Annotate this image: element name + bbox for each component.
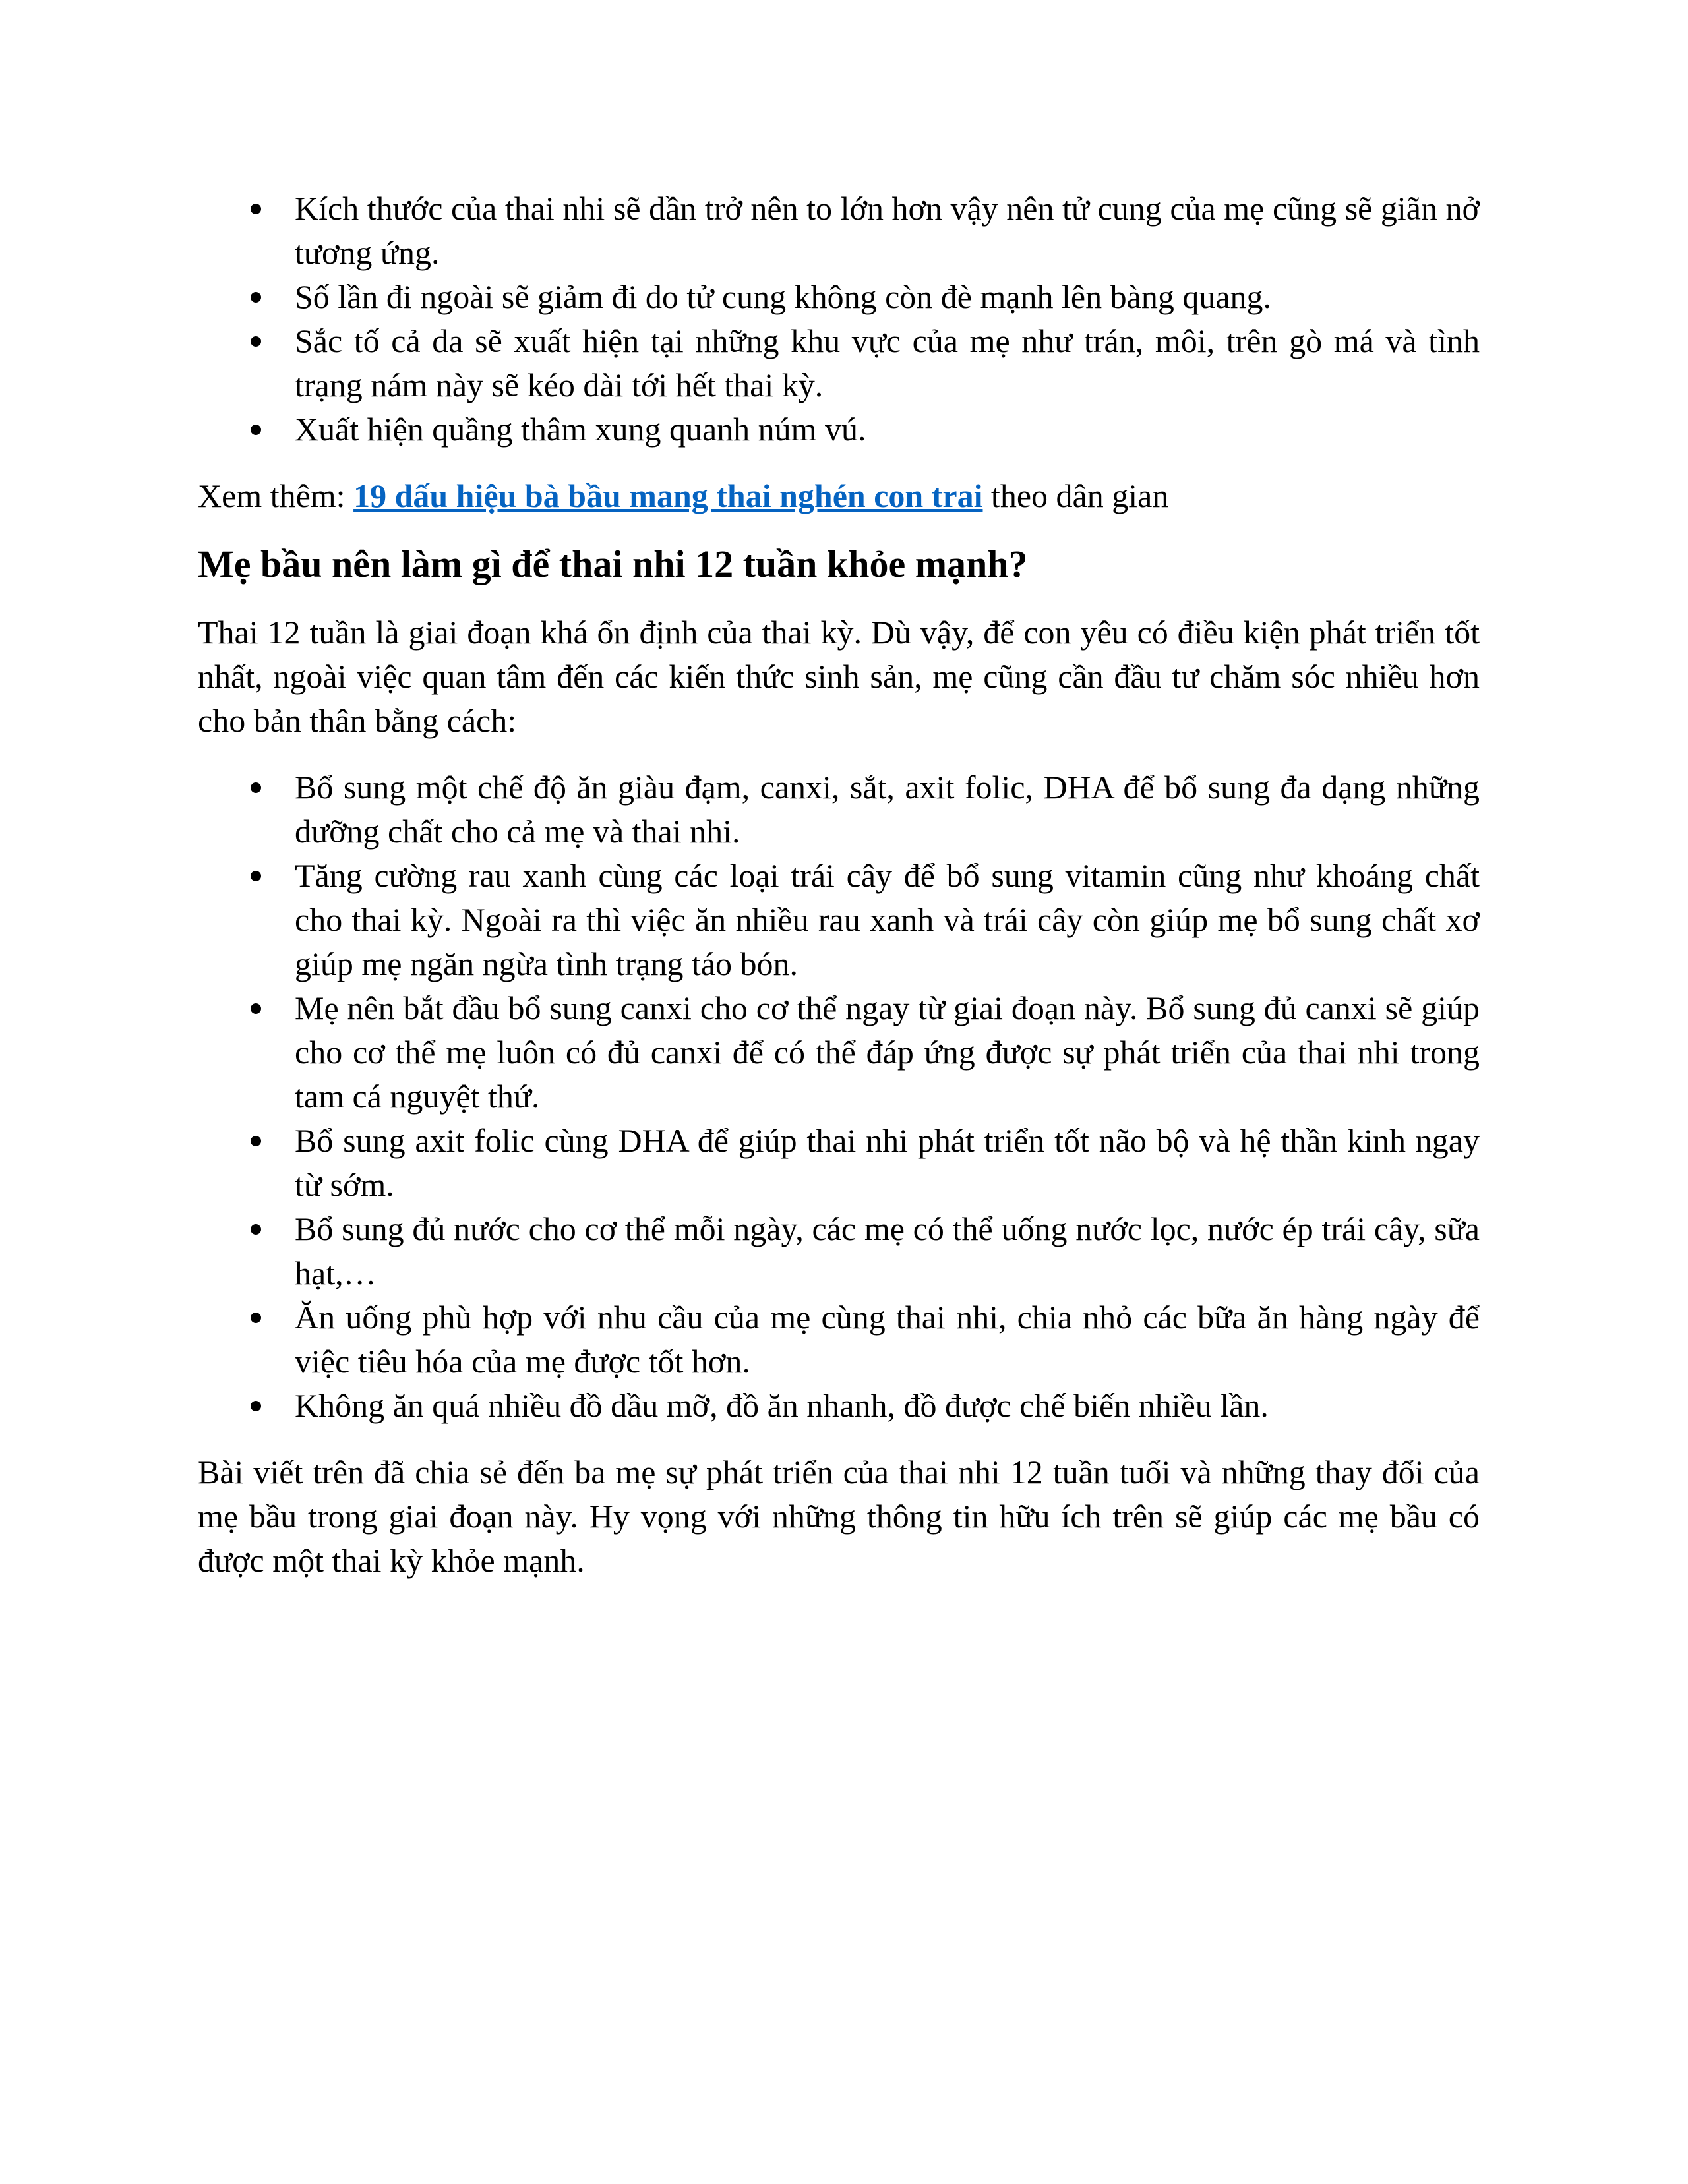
list-item-text: Bổ sung axit folic cùng DHA để giúp thai nhi phát triển tốt não bộ và hệ thần kinh ngay từ sớm.: [295, 1122, 1480, 1203]
list-item-text: Bổ sung một chế độ ăn giàu đạm, canxi, sắt, axit folic, DHA để bổ sung đa dạng những dưỡng chất cho cả mẹ và thai nhi.: [295, 769, 1480, 850]
bullet-icon: [251, 1313, 261, 1323]
see-more-prefix: Xem thêm:: [198, 477, 354, 514]
pregnancy-changes-list: [198, 187, 1480, 452]
bullet-icon: [251, 1136, 261, 1146]
see-more-suffix: theo dân gian: [982, 477, 1169, 514]
list-item: [198, 187, 1480, 275]
list-item-text: Xuất hiện quầng thâm xung quanh núm vú.: [295, 411, 866, 448]
bullet-icon: [251, 292, 261, 303]
bullet-icon: [251, 871, 261, 881]
care-tips-list: [198, 765, 1480, 1428]
bullet-icon: [251, 1003, 261, 1014]
see-more-link[interactable]: 19 dấu hiệu bà bầu mang thai nghén con trai: [353, 477, 983, 514]
list-item: [198, 1207, 1480, 1295]
list-item: [198, 407, 1480, 452]
list-item-text: Không ăn quá nhiều đồ dầu mỡ, đồ ăn nhanh, đồ được chế biến nhiều lần.: [295, 1387, 1269, 1424]
bullet-icon: [251, 1224, 261, 1235]
list-item-text: Tăng cường rau xanh cùng các loại trái cây để bổ sung vitamin cũng như khoáng chất cho thai kỳ. Ngoài ra thì việc ăn nhiều rau xanh và trái cây còn giúp mẹ bổ sung chất xơ giúp mẹ ngăn ngừa tình trạng táo bón.: [295, 857, 1480, 982]
see-more-paragraph: [198, 474, 1480, 518]
conclusion-paragraph: Bài viết trên đã chia sẻ đến ba mẹ sự phát triển của thai nhi 12 tuần tuổi và những thay đổi của mẹ bầu trong giai đoạn này. Hy vọng với những thông tin hữu ích trên sẽ giúp các mẹ bầu có được một thai kỳ khỏe mạnh.: [198, 1454, 1480, 1579]
list-item: [198, 1295, 1480, 1384]
bullet-icon: [251, 782, 261, 793]
list-item-text: Sắc tố cả da sẽ xuất hiện tại những khu vực của mẹ như trán, môi, trên gò má và tình trạng nám này sẽ kéo dài tới hết thai kỳ.: [295, 322, 1480, 403]
list-item-text: Kích thước của thai nhi sẽ dần trở nên to lớn hơn vậy nên tử cung của mẹ cũng sẽ giãn nở tương ứng.: [295, 190, 1480, 271]
document-page: [198, 187, 1480, 1605]
bullet-icon: [251, 1401, 261, 1411]
list-item-text: Số lần đi ngoài sẽ giảm đi do tử cung không còn đè mạnh lên bàng quang.: [295, 278, 1272, 315]
intro-paragraph: Thai 12 tuần là giai đoạn khá ổn định của thai kỳ. Dù vậy, để con yêu có điều kiện phát triển tốt nhất, ngoài việc quan tâm đến các kiến thức sinh sản, mẹ cũng cần đầu tư chăm sóc nhiều hơn cho bản thân bằng cách:: [198, 614, 1480, 739]
list-item: [198, 319, 1480, 407]
list-item-text: Ăn uống phù hợp với nhu cầu của mẹ cùng thai nhi, chia nhỏ các bữa ăn hàng ngày để việc tiêu hóa của mẹ được tốt hơn.: [295, 1299, 1480, 1380]
list-item-text: Bổ sung đủ nước cho cơ thể mỗi ngày, các mẹ có thể uống nước lọc, nước ép trái cây, sữa hạt,…: [295, 1210, 1480, 1291]
bullet-icon: [251, 204, 261, 214]
list-item: [198, 854, 1480, 986]
section-heading: Mẹ bầu nên làm gì để thai nhi 12 tuần khỏe mạnh?: [198, 543, 1028, 585]
list-item: [198, 1384, 1480, 1428]
list-item: [198, 1119, 1480, 1207]
list-item-text: Mẹ nên bắt đầu bổ sung canxi cho cơ thể ngay từ giai đoạn này. Bổ sung đủ canxi sẽ giúp cho cơ thể mẹ luôn có đủ canxi để có thể đáp ứng được sự phát triển của thai nhi trong tam cá nguyệt thứ.: [295, 989, 1480, 1115]
list-item: [198, 275, 1480, 319]
list-item: [198, 765, 1480, 854]
bullet-icon: [251, 336, 261, 347]
list-item: [198, 986, 1480, 1119]
bullet-icon: [251, 425, 261, 435]
